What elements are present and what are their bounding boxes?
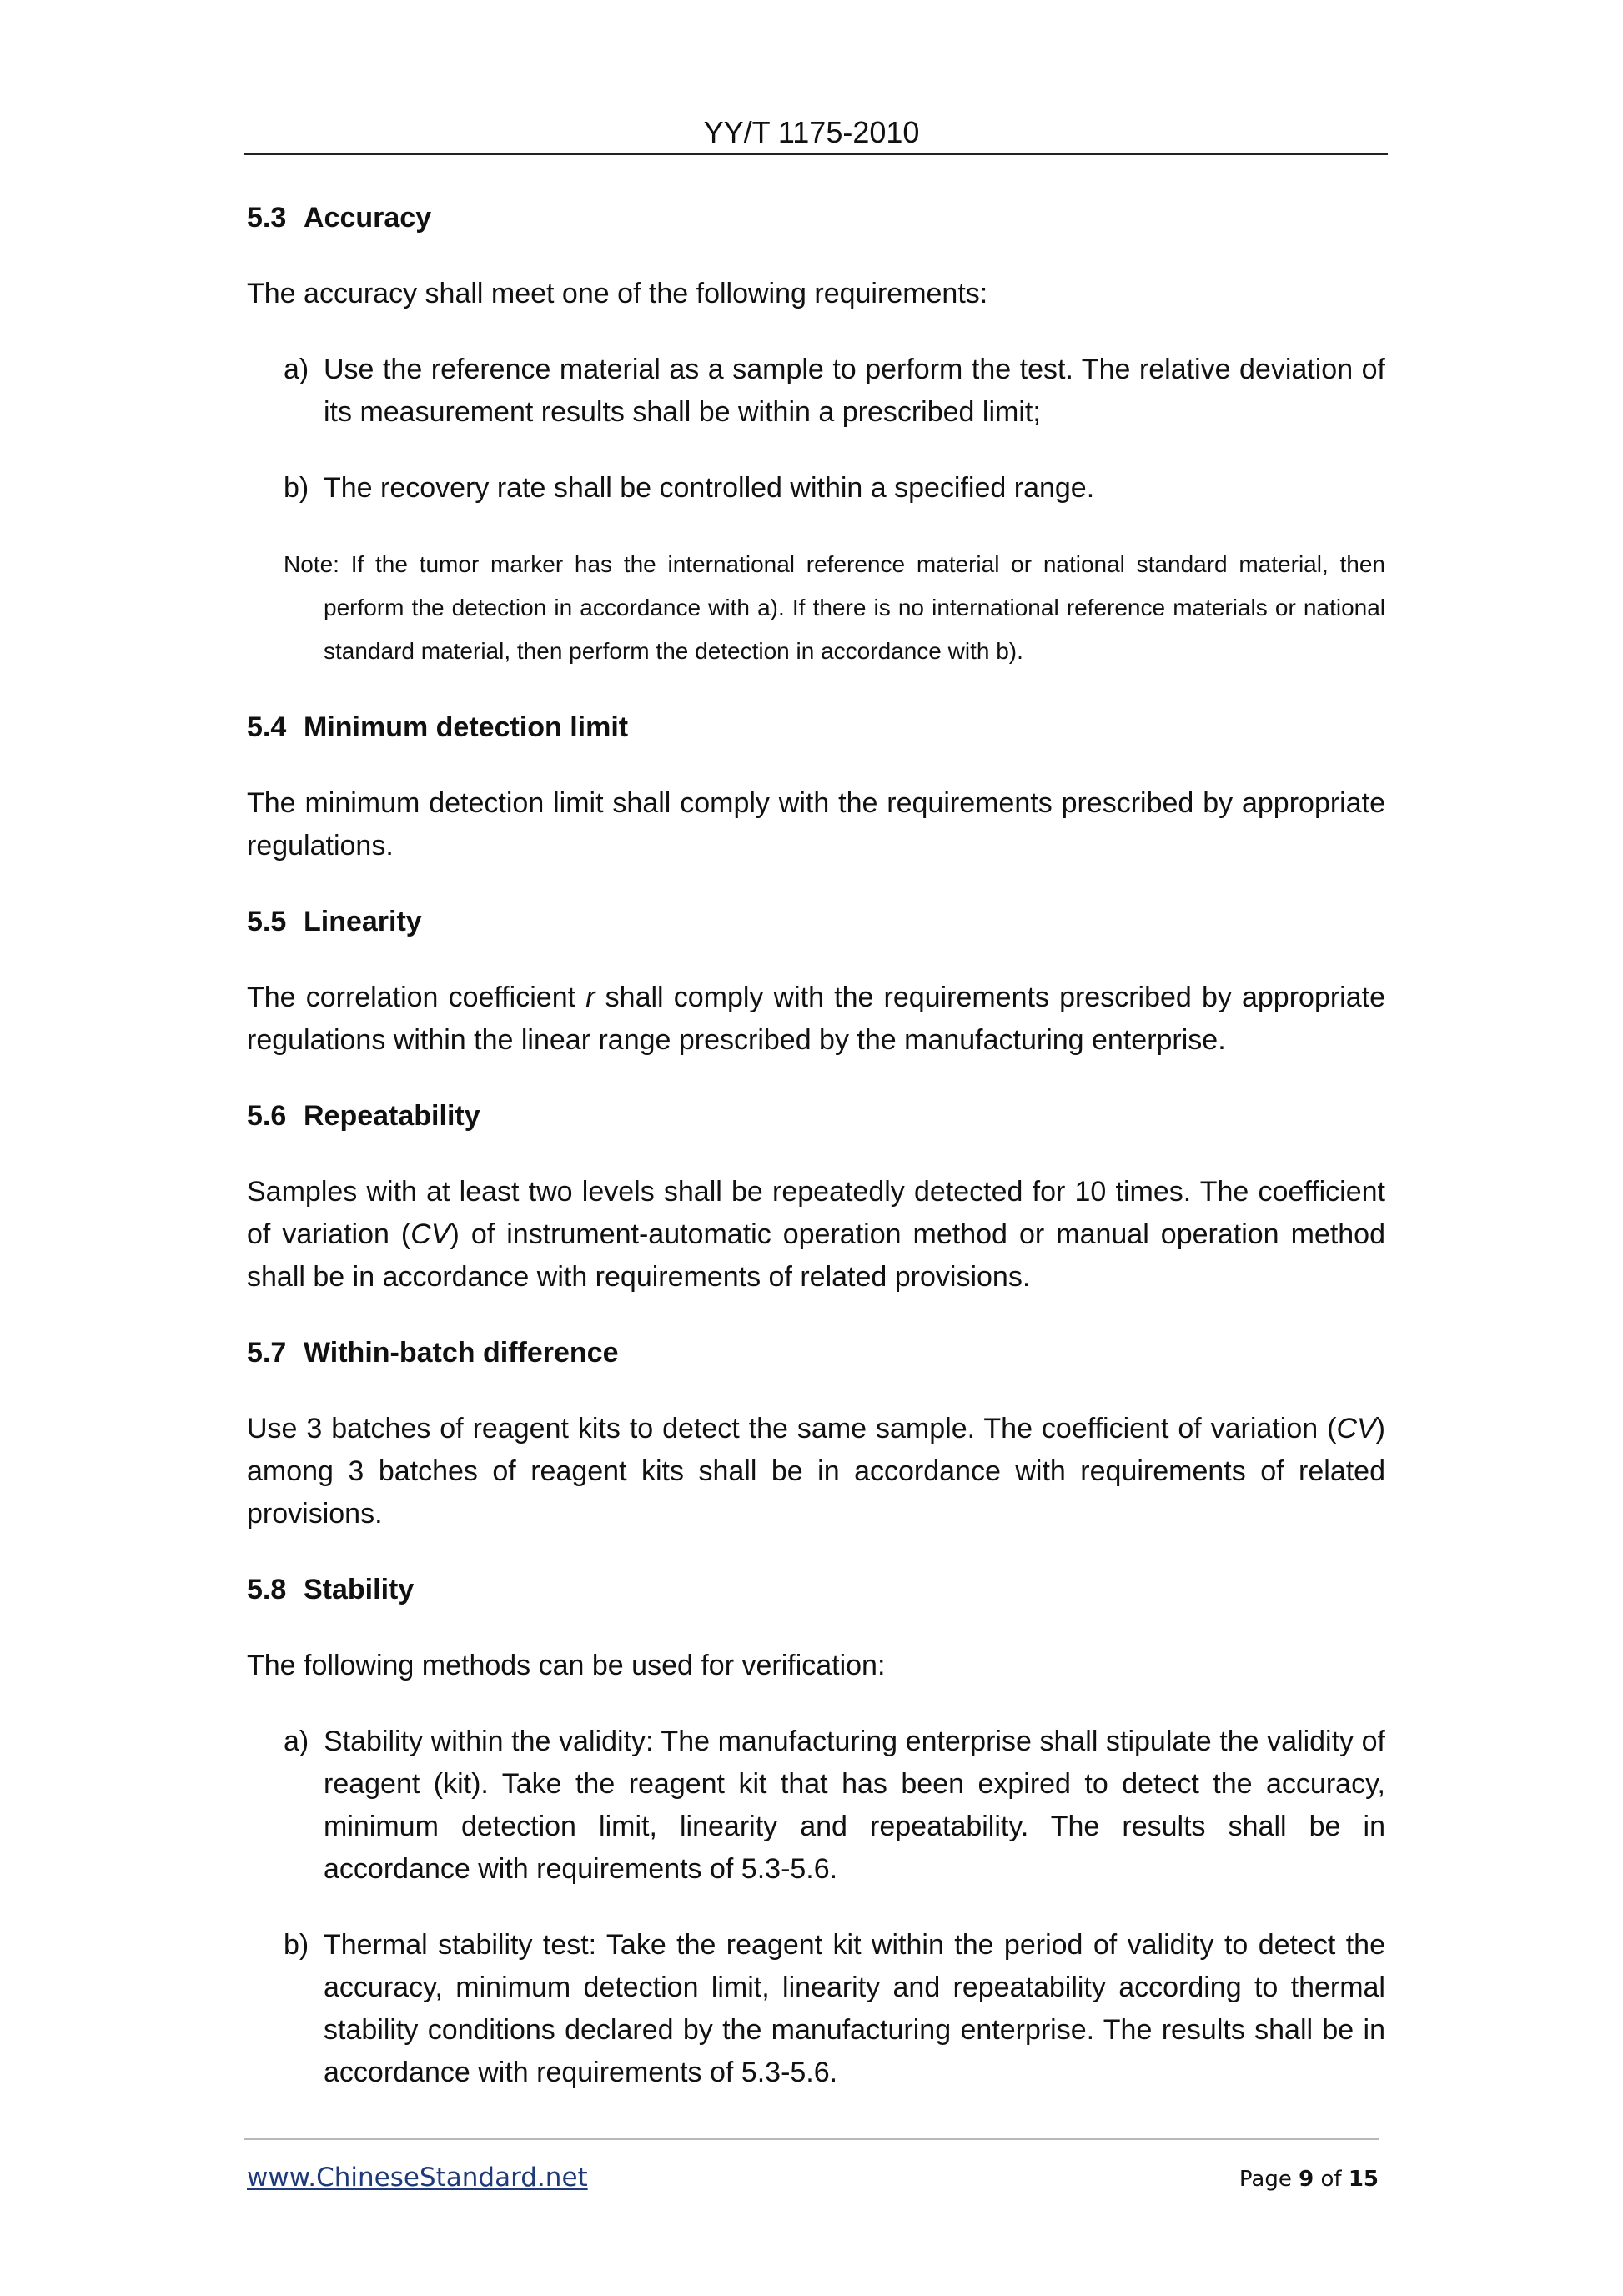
page-word: Page [1239, 2167, 1292, 2192]
section-title: Minimum detection limit [304, 711, 629, 743]
list-item-text: The recovery rate shall be controlled within a specified range. [324, 472, 1095, 504]
section-heading-5-8 [247, 1569, 1385, 1611]
section-body [247, 977, 1385, 1062]
section-body [247, 1408, 1385, 1535]
section-intro: The following methods can be used for verification: [247, 1650, 886, 1681]
list-item-text: Thermal stability test: Take the reagent kit within the period of validity to detect the accuracy, minimum detection limit, linearity and repeatability according to thermal stability conditions declared by the manufacturing enterprise. The results shall be in accordance with requirements of 5.3-5.6. [324, 1929, 1385, 2088]
note-label: Note: [284, 551, 339, 577]
header-standard-code: YY/T 1175-2010 [703, 115, 920, 149]
list-item [247, 1721, 1385, 1891]
section-title: Accuracy [304, 202, 432, 234]
page-current: 9 [1299, 2167, 1314, 2192]
page-total: 15 [1348, 2167, 1379, 2192]
body-text: The correlation coefficient [247, 982, 586, 1013]
body-text: Use 3 batches of reagent kits to detect the same sample. The coefficient of variation ( [247, 1413, 1337, 1444]
list-item [247, 467, 1385, 510]
section-title: Within-batch difference [304, 1337, 619, 1369]
section-number: 5.7 [247, 1337, 287, 1369]
section-heading-5-4 [247, 706, 1385, 749]
list-marker: a) [284, 1726, 309, 1757]
section-heading-5-5 [247, 901, 1385, 943]
section-number: 5.6 [247, 1100, 287, 1132]
list-marker: b) [284, 1929, 309, 1961]
list-item [247, 349, 1385, 434]
body-text: Samples with at least two levels shall be repeatedly detected for 10 times. The coefficient of variation ( [247, 1176, 1385, 1250]
list-item [247, 1924, 1385, 2094]
header-divider [244, 153, 1388, 155]
section-title: Linearity [304, 906, 422, 937]
section-heading-5-7 [247, 1332, 1385, 1374]
section-number: 5.3 [247, 202, 287, 234]
body-text: ) among 3 batches of reagent kits shall be in accordance with requirements of related provisions. [247, 1413, 1385, 1530]
list-marker: a) [284, 354, 309, 385]
section-number: 5.5 [247, 906, 287, 937]
body-text: shall comply with the requirements prescribed by appropriate regulations within the linear range prescribed by the manufacturing enterprise. [247, 982, 1385, 1056]
variable-cv: CV [410, 1218, 450, 1250]
section-heading-5-3 [247, 197, 1385, 239]
verification-list [247, 1721, 1385, 2094]
body-text: ) of instrument-automatic operation method or manual operation method shall be in accordance with requirements of related provisions. [247, 1218, 1385, 1293]
section-body [247, 1171, 1385, 1299]
list-item-text: Use the reference material as a sample to perform the test. The relative deviation of its measurement results shall be within a prescribed limit; [324, 354, 1385, 428]
list-item-text: Stability within the validity: The manufacturing enterprise shall stipulate the validity of reagent (kit). Take the reagent kit that has been expired to detect the accuracy, minimum detection limit, linearity and repeatability. The results shall be in accordance with requirements of 5.3-5.6. [324, 1726, 1385, 1885]
section-number: 5.4 [247, 711, 287, 743]
page-content [247, 197, 1385, 2128]
note-paragraph [247, 543, 1385, 673]
variable-r: r [585, 982, 595, 1013]
section-heading-5-6 [247, 1095, 1385, 1138]
section-body: The minimum detection limit shall comply with the requirements prescribed by appropriate regulations. [247, 787, 1385, 862]
section-number: 5.8 [247, 1574, 287, 1605]
list-marker: b) [284, 472, 309, 504]
section-intro: The accuracy shall meet one of the following requirements: [247, 278, 988, 309]
page-of: of [1320, 2167, 1342, 2192]
variable-cv: CV [1336, 1413, 1376, 1444]
note-text: If the tumor marker has the international reference material or national standard material, then perform the detection in accordance with a). If there is no international reference materials or national standard material, then perform the detection in accordance with b). [324, 551, 1385, 664]
page-number [1239, 2167, 1379, 2192]
requirement-list [247, 349, 1385, 510]
footer-divider [244, 2138, 1379, 2140]
section-title: Repeatability [304, 1100, 480, 1132]
section-title: Stability [304, 1574, 415, 1605]
website-link[interactable]: www.ChineseStandard.net [247, 2163, 588, 2193]
